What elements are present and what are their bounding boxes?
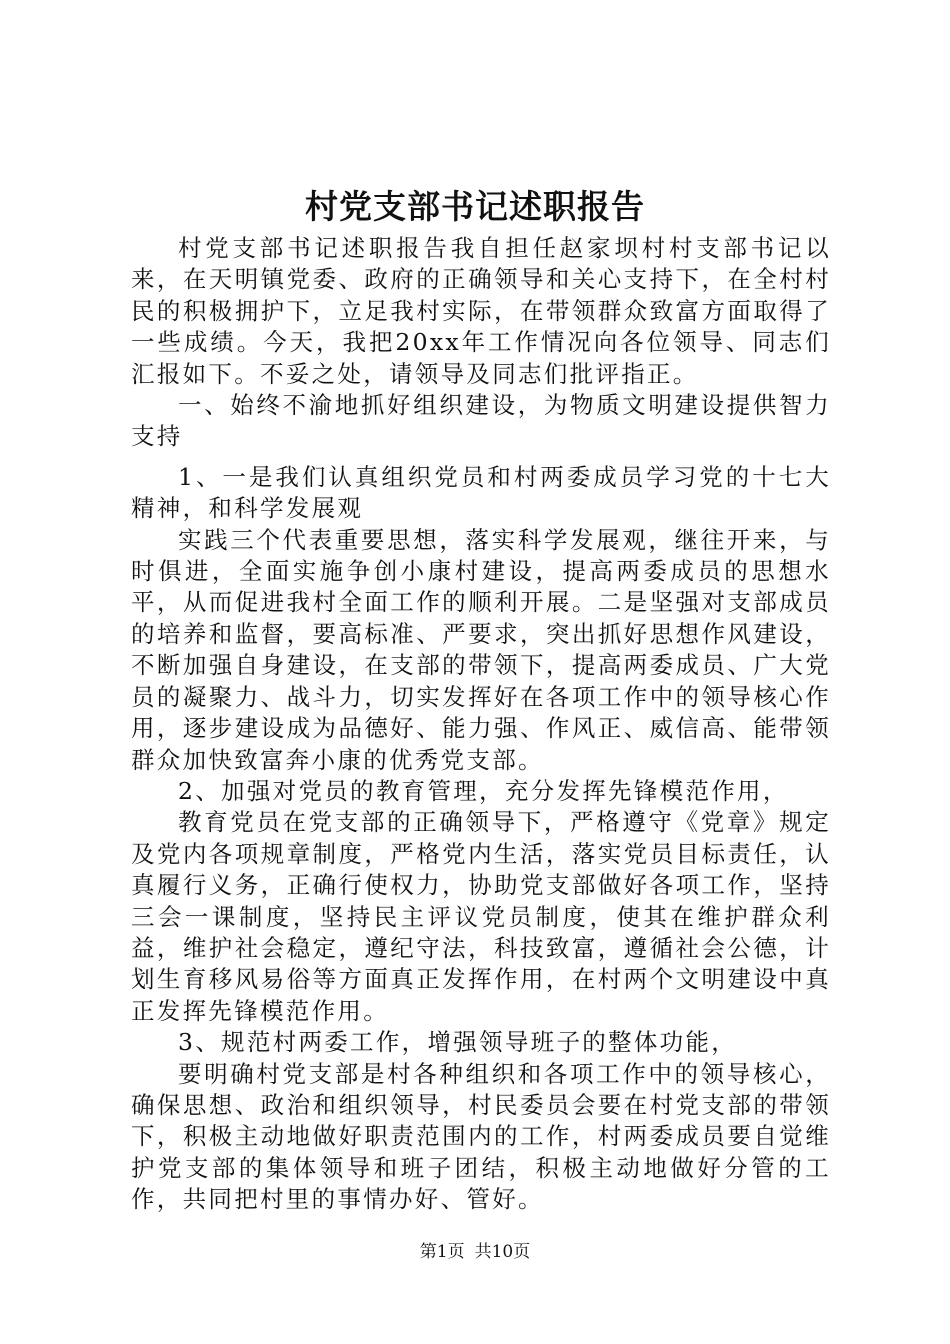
paragraph-item-3-heading: 3、规范村两委工作，增强领导班子的整体功能， <box>178 1028 738 1057</box>
page-total: 共10页 <box>474 1242 531 1262</box>
paragraph-item-1-body: 实践三个代表重要思想，落实科学发展观，继往开来，与时俱进，全面实施争创小康村建设，提高两委成员的思想水平，从而促进我村全面工作的顺利开展。二是坚强对支部成员的培养和监督，要高标准、严要求，突出抓好思想作风建设，不断加强自身建设，在支部的带领下，提高两委成员、广大党员的凝聚力、战斗力，切实发挥好在各项工作中的领导核心作用，逐步建设成为品德好、能力强、作风正、威信高、能带领群众加快致富奔小康的优秀党支部。 <box>131 525 831 774</box>
paragraph-item-2-heading: 2、加强对党员的教育管理，充分发挥先锋模范作用， <box>178 776 789 805</box>
paragraph-item-2-body: 教育党员在党支部的正确领导下，严格遵守《党章》规定及党内各项规章制度，严格党内生活，落实党员目标责任，认真履行义务，正确行使权力，协助党支部做好各项工作，坚持三会一课制度，坚持民主评议党员制度，使其在维护群众利益，维护社会稳定，遵纪守法，科技致富，遵循社会公德，计划生育移风易俗等方面真正发挥作用，在村两个文明建设中真正发挥先锋模范作用。 <box>131 808 831 1025</box>
paragraph-intro: 村党支部书记述职报告我自担任赵家坝村村支部书记以来，在天明镇党委、政府的正确领导和关心支持下，在全村村民的积极拥护下，立足我村实际，在带领群众致富方面取得了一些成绩。今天，我把20xx年工作情况向各位领导、同志们汇报如下。不妥之处，请领导及同志们批评指正。 <box>131 234 831 388</box>
document-title: 村党支部书记述职报告 <box>305 187 645 226</box>
paragraph-item-3-body: 要明确村党支部是村各种组织和各项工作中的领导核心，确保思想、政治和组织领导，村民委员会要在村党支部的带领下，积极主动地做好职责范围内的工作，村两委成员要自觉维护党支部的集体领导和班子团结，积极主动地做好分管的工作，共同把村里的事情办好、管好。 <box>131 1059 831 1214</box>
paragraph-item-1-heading: 1、一是我们认真组织党员和村两委成员学习党的十七大精神，和科学发展观 <box>131 462 831 523</box>
page-number: 第1页 <box>419 1242 465 1262</box>
paragraph-section-heading: 一、始终不渝地抓好组织建设，为物质文明建设提供智力支持 <box>131 391 831 451</box>
document-body <box>131 233 831 1216</box>
page-footer <box>0 1241 950 1263</box>
